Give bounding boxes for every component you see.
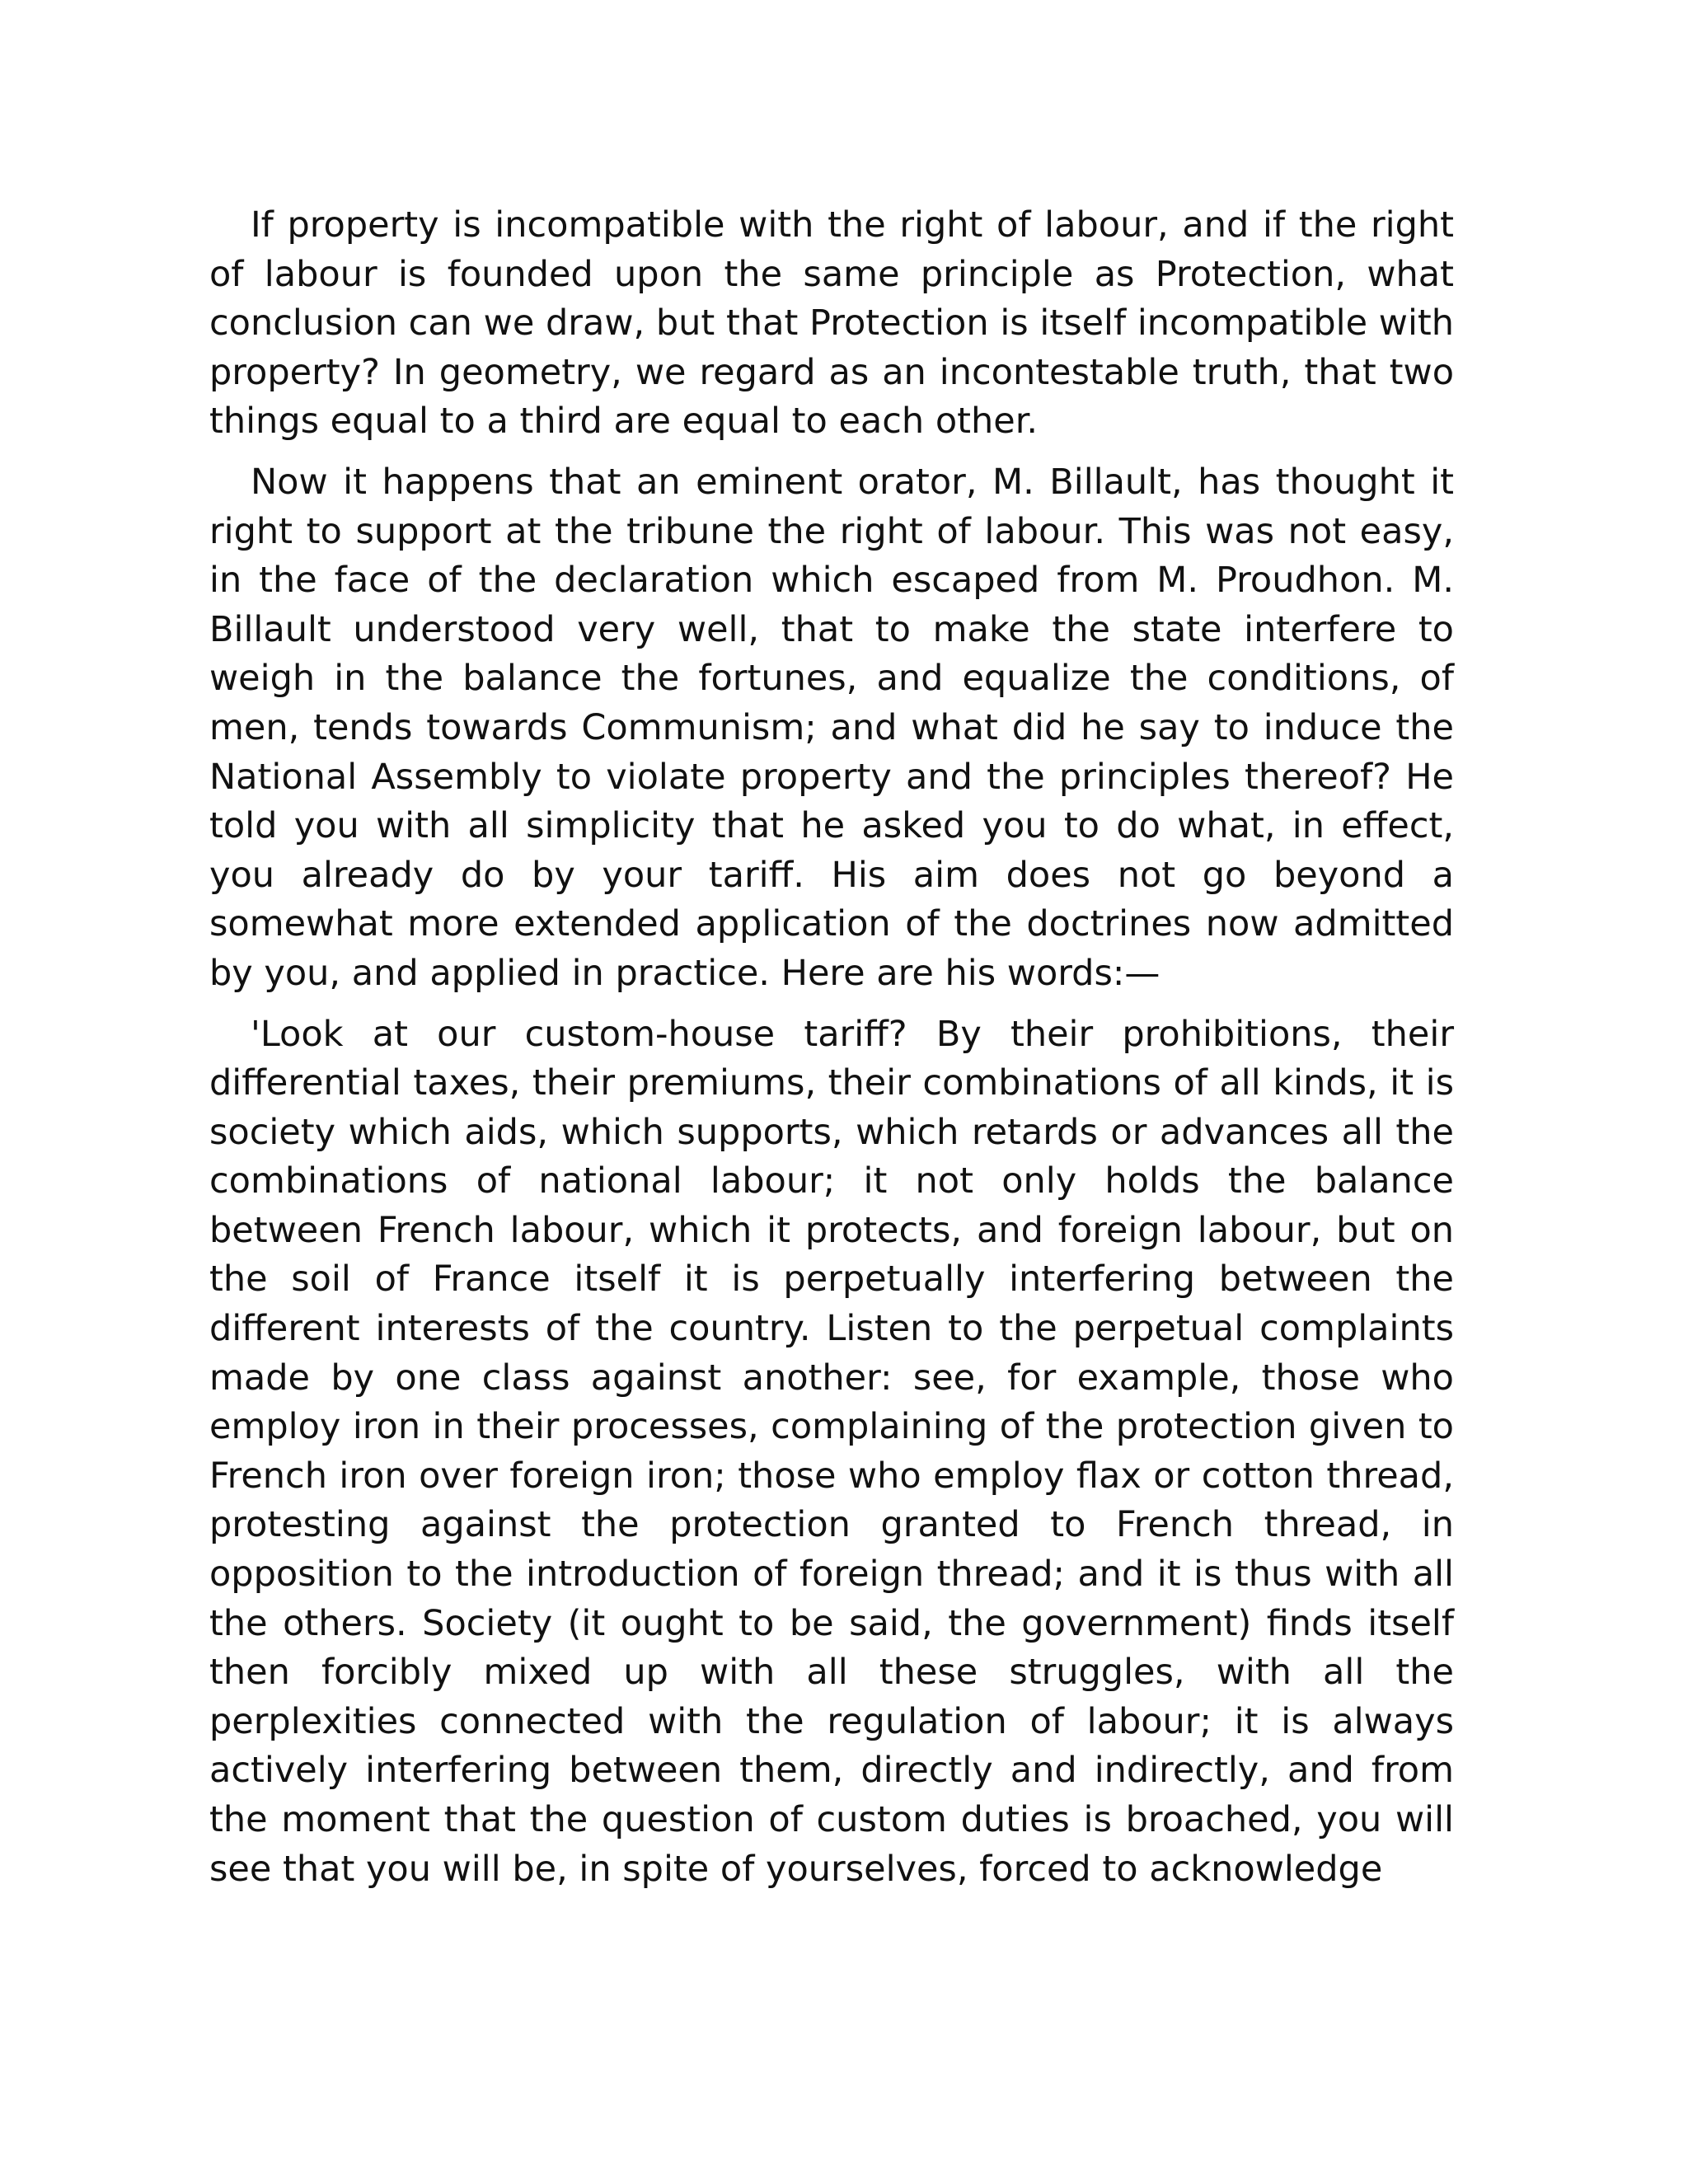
paragraph-1: If property is incompatible with the right of labour, and if the right of labour is founded upon the same principle as Protection, what conclusion can we draw, but that Protection is itself incompatible with property? In geometry, we regard as an incontestable truth, that two things equal to a third are equal to each other. xyxy=(209,204,1454,443)
paragraph-2: Now it happens that an eminent orator, M. Billault, has thought it right to support at the tribune the right of labour. This was not easy, in the face of the declaration which escaped from M. Proudhon. M. Billault understood very well, that to make the state interfere to weigh in the balance the fortunes, and equalize the conditions, of men, tends towards Communism; and what did he say to induce the National Assembly to violate property and the principles thereof? He told you with all simplicity that he asked you to do what, in effect, you already do by your tariff. His aim does not go beyond a somewhat more extended application of the doctrines now admitted by you, and applied in practice. Here are his words:— xyxy=(209,461,1454,994)
paragraph-3: 'Look at our custom-house tariff? By their prohibitions, their differential taxes, their premiums, their combinations of all kinds, it is society which aids, which supports, which retards or advances all the combinations of national labour; it not only holds the balance between French labour, which it protects, and foreign labour, but on the soil of France itself it is perpetually interfering between the different interests of the country. Listen to the perpetual complaints made by one class against another: see, for example, those who employ iron in their processes, complaining of the protection given to French iron over foreign iron; those who employ flax or cotton thread, protesting against the protection granted to French thread, in opposition to the introduction of foreign thread; and it is thus with all the others. Society (it ought to be said, the government) finds itself then forcibly mixed up with all these struggles, with all the perplexities connected with the regulation of labour; it is always actively interfering between them, directly and indirectly, and from the moment that the question of custom duties is broached, you will see that you will be, in spite of yourselves, forced to acknowledge xyxy=(209,1013,1454,1890)
body-text xyxy=(209,201,1454,1905)
